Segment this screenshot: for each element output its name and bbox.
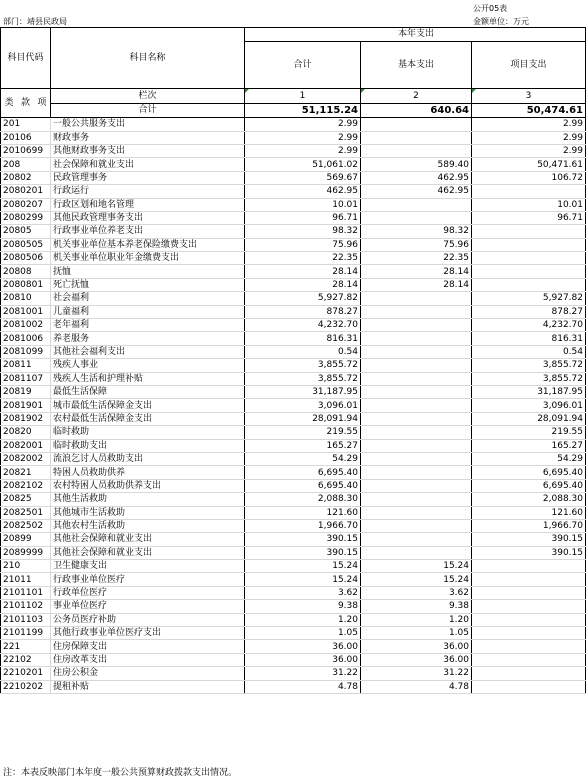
row-name: 死亡抚恤 [51, 278, 245, 291]
table-row [1, 399, 586, 412]
row-name: 其他社会保障和就业支出 [51, 533, 245, 546]
table-row [1, 519, 586, 532]
table-row [1, 278, 586, 291]
row-code: 221 [1, 640, 51, 653]
row-project: 2.99 [472, 118, 586, 131]
row-total: 5,927.82 [245, 292, 361, 305]
table-row [1, 198, 586, 211]
row-name: 社会保障和就业支出 [51, 158, 245, 171]
row-code: 2101101 [1, 586, 51, 599]
table-row [1, 238, 586, 251]
row-project [472, 573, 586, 586]
table-row [1, 439, 586, 452]
row-project: 390.15 [472, 533, 586, 546]
row-name: 行政事业单位养老支出 [51, 225, 245, 238]
row-code: 2101102 [1, 600, 51, 613]
table-row [1, 252, 586, 265]
row-code: 2081901 [1, 399, 51, 412]
row-total: 6,695.40 [245, 479, 361, 492]
row-name: 财政事务 [51, 131, 245, 144]
row-name: 其他城市生活救助 [51, 506, 245, 519]
table-row [1, 158, 586, 171]
table-row [1, 452, 586, 465]
row-basic [361, 211, 472, 224]
header-total: 合计 [245, 42, 361, 89]
row-code: 20810 [1, 292, 51, 305]
row-project [472, 278, 586, 291]
row-name: 行政区划和地名管理 [51, 198, 245, 211]
table-row [1, 680, 586, 693]
row-name: 流浪乞讨人员救助支出 [51, 452, 245, 465]
row-basic [361, 452, 472, 465]
row-name: 公务员医疗补助 [51, 613, 245, 626]
row-basic [361, 319, 472, 332]
table-row [1, 412, 586, 425]
table-row [1, 345, 586, 358]
row-basic [361, 439, 472, 452]
row-basic: 462.95 [361, 171, 472, 184]
row-basic [361, 345, 472, 358]
row-total: 0.54 [245, 345, 361, 358]
row-total: 878.27 [245, 305, 361, 318]
row-code: 2081001 [1, 305, 51, 318]
row-project: 31,187.95 [472, 385, 586, 398]
row-code: 20808 [1, 265, 51, 278]
row-total: 569.67 [245, 171, 361, 184]
row-basic [361, 372, 472, 385]
row-code: 210 [1, 560, 51, 573]
row-total: 462.95 [245, 185, 361, 198]
row-project [472, 586, 586, 599]
row-basic: 1.20 [361, 613, 472, 626]
row-name: 事业单位医疗 [51, 600, 245, 613]
row-name: 老年福利 [51, 319, 245, 332]
row-total: 816.31 [245, 332, 361, 345]
row-total: 96.71 [245, 211, 361, 224]
row-project [472, 252, 586, 265]
row-basic: 36.00 [361, 653, 472, 666]
row-basic: 22.35 [361, 252, 472, 265]
row-code: 2081006 [1, 332, 51, 345]
row-basic [361, 332, 472, 345]
header-xiang: 项 [37, 98, 47, 109]
table-row [1, 211, 586, 224]
row-total: 3.62 [245, 586, 361, 599]
table-row [1, 305, 586, 318]
row-name: 机关事业单位基本养老保险缴费支出 [51, 238, 245, 251]
row-project [472, 653, 586, 666]
row-basic: 98.32 [361, 225, 472, 238]
table-row [1, 372, 586, 385]
row-code: 20820 [1, 426, 51, 439]
row-code: 22102 [1, 653, 51, 666]
header-lei: 类 [4, 98, 14, 109]
row-code: 2082102 [1, 479, 51, 492]
row-name: 卫生健康支出 [51, 560, 245, 573]
table-row [1, 506, 586, 519]
row-total: 4.78 [245, 680, 361, 693]
row-code: 20825 [1, 493, 51, 506]
row-code: 2080299 [1, 211, 51, 224]
row-project [472, 600, 586, 613]
row-project [472, 640, 586, 653]
row-total: 10.01 [245, 198, 361, 211]
row-name: 机关事业单位职业年金缴费支出 [51, 252, 245, 265]
row-basic [361, 305, 472, 318]
row-total: 1.05 [245, 627, 361, 640]
header-kuan: 款 [20, 98, 30, 109]
table-row [1, 560, 586, 573]
table-row [1, 144, 586, 157]
row-total: 2.99 [245, 144, 361, 157]
row-code: 20899 [1, 533, 51, 546]
table-row [1, 332, 586, 345]
row-total: 6,695.40 [245, 466, 361, 479]
row-code: 20106 [1, 131, 51, 144]
row-total: 31,187.95 [245, 385, 361, 398]
row-project: 2,088.30 [472, 493, 586, 506]
row-basic: 15.24 [361, 560, 472, 573]
row-total: 28.14 [245, 265, 361, 278]
row-basic: 589.40 [361, 158, 472, 171]
row-code: 2089999 [1, 546, 51, 559]
table-row [1, 265, 586, 278]
table-row [1, 627, 586, 640]
row-name: 临时救助支出 [51, 439, 245, 452]
total-basic: 640.64 [361, 103, 472, 117]
row-basic: 36.00 [361, 640, 472, 653]
row-name: 农村最低生活保障金支出 [51, 412, 245, 425]
row-total: 2.99 [245, 131, 361, 144]
table-row [1, 171, 586, 184]
row-name: 城市最低生活保障金支出 [51, 399, 245, 412]
row-project [472, 613, 586, 626]
row-code: 20821 [1, 466, 51, 479]
table-row [1, 493, 586, 506]
row-project: 6,695.40 [472, 479, 586, 492]
row-project: 10.01 [472, 198, 586, 211]
row-name: 社会福利 [51, 292, 245, 305]
row-code: 2082001 [1, 439, 51, 452]
row-total: 15.24 [245, 573, 361, 586]
total-project: 50,474.61 [472, 103, 586, 117]
row-code: 2081107 [1, 372, 51, 385]
row-code: 2082502 [1, 519, 51, 532]
row-project: 3,855.72 [472, 359, 586, 372]
row-basic: 462.95 [361, 185, 472, 198]
row-project: 390.15 [472, 546, 586, 559]
row-project [472, 238, 586, 251]
row-project [472, 680, 586, 693]
row-total: 28,091.94 [245, 412, 361, 425]
row-project: 6,695.40 [472, 466, 586, 479]
row-basic: 1.05 [361, 627, 472, 640]
row-project: 219.55 [472, 426, 586, 439]
department-label: 部门：靖县民政局 [3, 17, 67, 26]
row-basic [361, 519, 472, 532]
row-code: 2080506 [1, 252, 51, 265]
row-name: 其他行政事业单位医疗支出 [51, 627, 245, 640]
row-total: 390.15 [245, 546, 361, 559]
row-code: 2010699 [1, 144, 51, 157]
row-project: 1,966.70 [472, 519, 586, 532]
row-total: 28.14 [245, 278, 361, 291]
row-project: 96.71 [472, 211, 586, 224]
table-row [1, 385, 586, 398]
total-row [1, 103, 586, 117]
table-row [1, 426, 586, 439]
row-name: 其他社会福利支出 [51, 345, 245, 358]
row-project: 3,855.72 [472, 372, 586, 385]
row-basic: 28.14 [361, 265, 472, 278]
form-number: 公开05表 [473, 4, 508, 13]
row-project: 5,927.82 [472, 292, 586, 305]
row-name: 一般公共服务支出 [51, 118, 245, 131]
row-name: 最低生活保障 [51, 385, 245, 398]
row-project: 0.54 [472, 345, 586, 358]
row-basic: 9.38 [361, 600, 472, 613]
row-total: 9.38 [245, 600, 361, 613]
row-total: 3,096.01 [245, 399, 361, 412]
row-total: 2,088.30 [245, 493, 361, 506]
row-project [472, 225, 586, 238]
row-code: 20819 [1, 385, 51, 398]
header-group: 本年支出 [361, 28, 472, 42]
row-total: 98.32 [245, 225, 361, 238]
row-basic [361, 466, 472, 479]
row-code: 201 [1, 118, 51, 131]
row-name: 残疾人生活和护理补贴 [51, 372, 245, 385]
row-name: 其他民政管理事务支出 [51, 211, 245, 224]
row-name: 其他农村生活救助 [51, 519, 245, 532]
row-name: 提租补贴 [51, 680, 245, 693]
row-project: 106.72 [472, 171, 586, 184]
table-row [1, 131, 586, 144]
row-code: 2080505 [1, 238, 51, 251]
unit-label: 金额单位：万元 [473, 17, 529, 26]
row-total: 3,855.72 [245, 359, 361, 372]
row-project [472, 627, 586, 640]
row-project [472, 185, 586, 198]
row-name: 农村特困人员救助供养支出 [51, 479, 245, 492]
row-total: 31.22 [245, 667, 361, 680]
col-number-3: 3 [472, 89, 586, 103]
row-code: 2081099 [1, 345, 51, 358]
row-basic: 15.24 [361, 573, 472, 586]
row-code: 2210202 [1, 680, 51, 693]
row-code: 2082501 [1, 506, 51, 519]
row-total: 1.20 [245, 613, 361, 626]
table-row [1, 586, 586, 599]
row-name: 住房改革支出 [51, 653, 245, 666]
header-project: 项目支出 [472, 42, 586, 89]
row-code: 2210201 [1, 667, 51, 680]
row-code: 2101199 [1, 627, 51, 640]
row-name: 儿童福利 [51, 305, 245, 318]
row-basic: 28.14 [361, 278, 472, 291]
row-name: 住房保障支出 [51, 640, 245, 653]
row-project: 878.27 [472, 305, 586, 318]
row-basic [361, 385, 472, 398]
row-code: 2081902 [1, 412, 51, 425]
row-basic [361, 144, 472, 157]
table-row [1, 185, 586, 198]
row-basic [361, 118, 472, 131]
row-total: 51,061.02 [245, 158, 361, 171]
row-project: 121.60 [472, 506, 586, 519]
row-total: 54.29 [245, 452, 361, 465]
row-basic [361, 412, 472, 425]
row-code: 20805 [1, 225, 51, 238]
table-row [1, 533, 586, 546]
row-total: 1,966.70 [245, 519, 361, 532]
row-name: 养老服务 [51, 332, 245, 345]
row-basic: 4.78 [361, 680, 472, 693]
row-project: 50,471.61 [472, 158, 586, 171]
row-code: 2080801 [1, 278, 51, 291]
table-row [1, 600, 586, 613]
expenditure-table [0, 27, 586, 694]
row-basic [361, 493, 472, 506]
row-total: 121.60 [245, 506, 361, 519]
row-basic [361, 506, 472, 519]
row-project: 4,232.70 [472, 319, 586, 332]
row-code: 2101103 [1, 613, 51, 626]
row-total: 75.96 [245, 238, 361, 251]
row-basic: 3.62 [361, 586, 472, 599]
footnote: 注：本表反映部门本年度一般公共预算财政拨款支出情况。 [3, 768, 238, 778]
row-name: 其他财政事务支出 [51, 144, 245, 157]
row-name: 其他社会保障和就业支出 [51, 546, 245, 559]
row-basic [361, 359, 472, 372]
row-total: 165.27 [245, 439, 361, 452]
col-number-2: 2 [361, 89, 472, 103]
row-code: 20811 [1, 359, 51, 372]
row-name: 其他生活救助 [51, 493, 245, 506]
table-row [1, 479, 586, 492]
row-code: 2080201 [1, 185, 51, 198]
row-name: 抚恤 [51, 265, 245, 278]
row-code: 2082002 [1, 452, 51, 465]
row-project [472, 560, 586, 573]
table-row [1, 319, 586, 332]
row-total: 219.55 [245, 426, 361, 439]
row-total: 36.00 [245, 640, 361, 653]
table-row [1, 359, 586, 372]
row-project: 816.31 [472, 332, 586, 345]
row-project: 2.99 [472, 144, 586, 157]
row-code: 21011 [1, 573, 51, 586]
table-row [1, 667, 586, 680]
row-basic [361, 198, 472, 211]
row-total: 2.99 [245, 118, 361, 131]
header-code: 科目代码 [1, 28, 51, 89]
row-name: 住房公积金 [51, 667, 245, 680]
row-basic [361, 479, 472, 492]
row-basic: 75.96 [361, 238, 472, 251]
row-name: 临时救助 [51, 426, 245, 439]
row-name: 行政单位医疗 [51, 586, 245, 599]
row-total: 4,232.70 [245, 319, 361, 332]
table-row [1, 573, 586, 586]
table-row [1, 613, 586, 626]
row-basic: 31.22 [361, 667, 472, 680]
table-row [1, 653, 586, 666]
row-basic [361, 131, 472, 144]
row-basic [361, 546, 472, 559]
row-name: 行政事业单位医疗 [51, 573, 245, 586]
row-code: 2081002 [1, 319, 51, 332]
header-row-lanci [1, 89, 586, 103]
row-name: 特困人员救助供养 [51, 466, 245, 479]
row-project: 54.29 [472, 452, 586, 465]
row-basic [361, 426, 472, 439]
row-name: 民政管理事务 [51, 171, 245, 184]
row-project: 28,091.94 [472, 412, 586, 425]
row-total: 3,855.72 [245, 372, 361, 385]
row-project [472, 667, 586, 680]
table-row [1, 118, 586, 131]
table-row [1, 292, 586, 305]
header-lanci: 栏次 [51, 89, 245, 103]
row-code: 208 [1, 158, 51, 171]
row-basic [361, 533, 472, 546]
table-row [1, 466, 586, 479]
table-row [1, 546, 586, 559]
total-sum: 51,115.24 [245, 103, 361, 117]
row-project: 165.27 [472, 439, 586, 452]
row-total: 36.00 [245, 653, 361, 666]
row-code: 2080207 [1, 198, 51, 211]
row-basic [361, 399, 472, 412]
col-number-1: 1 [245, 89, 361, 103]
row-code: 20802 [1, 171, 51, 184]
header-basic: 基本支出 [361, 42, 472, 89]
row-project: 3,096.01 [472, 399, 586, 412]
row-name: 残疾人事业 [51, 359, 245, 372]
header-name: 科目名称 [51, 28, 245, 89]
row-project: 2.99 [472, 131, 586, 144]
row-total: 390.15 [245, 533, 361, 546]
table-row [1, 225, 586, 238]
row-project [472, 265, 586, 278]
table-row [1, 640, 586, 653]
header-row-1 [1, 28, 586, 42]
total-label: 合计 [51, 103, 245, 117]
row-basic [361, 292, 472, 305]
row-total: 15.24 [245, 560, 361, 573]
row-total: 22.35 [245, 252, 361, 265]
row-name: 行政运行 [51, 185, 245, 198]
